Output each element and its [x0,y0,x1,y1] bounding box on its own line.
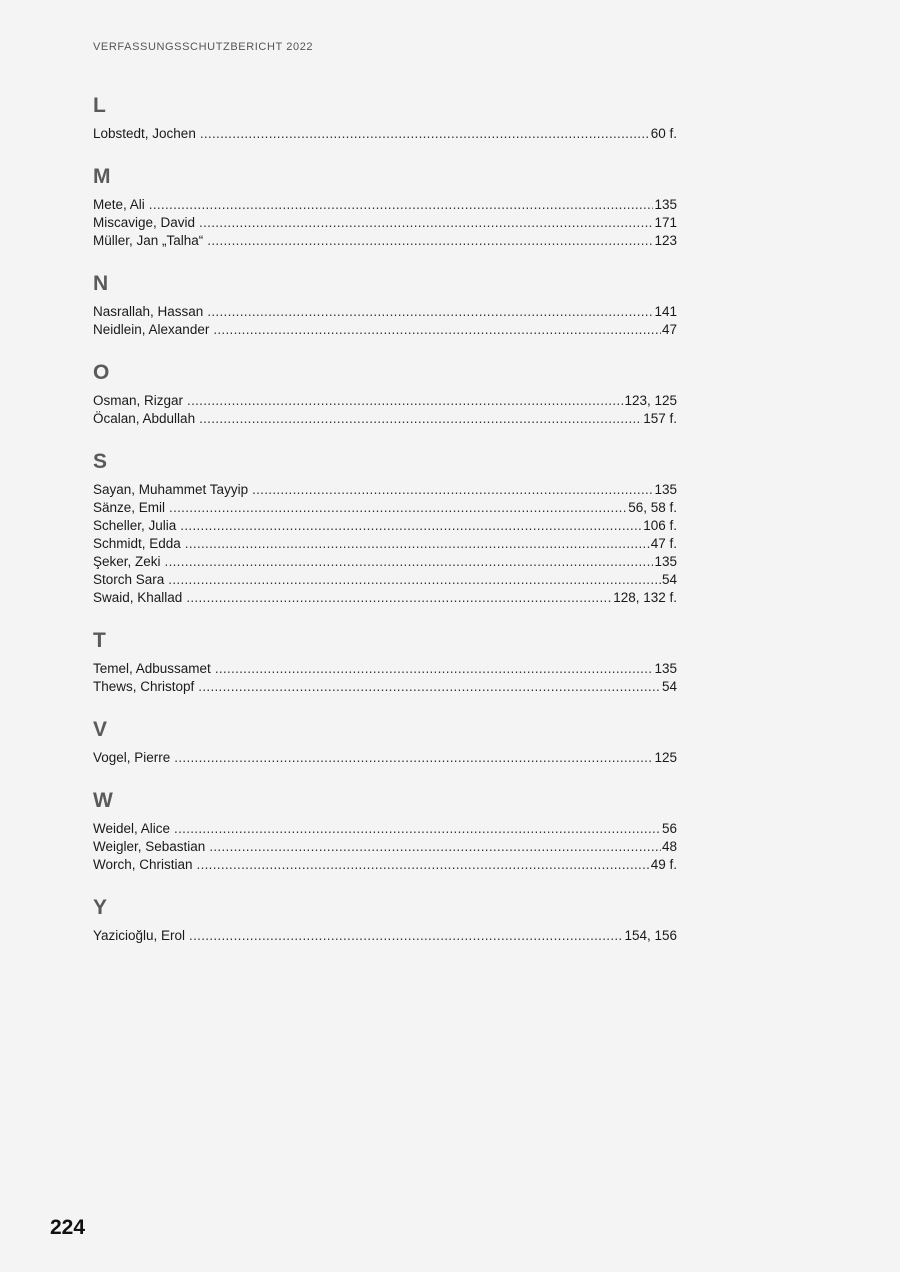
entry-name: Sänze, Emil [93,500,166,515]
entry-name: Şeker, Zeki [93,554,161,569]
section-letter: M [93,165,111,188]
entry-name: Scheller, Julia [93,518,177,533]
entry-pages: 141 [654,304,677,319]
entry-name: Lobstedt, Jochen [93,126,196,141]
entry-pages: 60 f. [650,126,677,141]
dot-leader [187,392,623,410]
index-section-w [93,787,677,874]
entry-pages: 135 [654,197,677,212]
index-entry [93,232,677,250]
dot-leader [189,927,623,945]
index-entry [93,214,677,232]
dot-leader [168,571,661,589]
dot-leader [207,303,653,321]
entry-pages: 123 [654,233,677,248]
index-entry [93,820,677,838]
entry-pages: 135 [654,482,677,497]
dot-leader [180,517,642,535]
entry-pages: 106 f. [643,518,677,533]
index-section-o [93,359,677,428]
index-section-t [93,627,677,696]
index-entry [93,410,677,428]
section-letter: S [93,450,108,473]
index-entry [93,481,677,499]
section-letter: W [93,789,113,812]
entry-pages: 56, 58 f. [628,500,677,515]
index-section-y [93,894,677,945]
dot-leader [207,232,653,250]
dot-leader [198,678,661,696]
index-entry [93,517,677,535]
dot-leader [197,856,650,874]
entry-name: Schmidt, Edda [93,536,181,551]
entry-pages: 171 [654,215,677,230]
entry-pages: 157 f. [643,411,677,426]
entry-name: Müller, Jan „Talha“ [93,233,204,248]
dot-leader [174,749,653,767]
section-letter: O [93,361,110,384]
entry-name: Neidlein, Alexander [93,322,210,337]
entry-name: Weigler, Sebastian [93,839,206,854]
entry-pages: 135 [654,661,677,676]
index-entry [93,321,677,339]
entry-pages: 125 [654,750,677,765]
entry-pages: 47 f. [650,536,677,551]
entry-pages: 135 [654,554,677,569]
section-letter: Y [93,896,108,919]
index-section-v [93,716,677,767]
index-entry [93,927,677,945]
entry-pages: 54 [661,572,677,587]
index-section-m [93,163,677,250]
dot-leader [149,196,654,214]
page-number: 224 [50,1216,86,1239]
entry-name: Vogel, Pierre [93,750,171,765]
entry-name: Nasrallah, Hassan [93,304,204,319]
entry-pages: 154, 156 [624,928,677,943]
entry-name: Weidel, Alice [93,821,171,836]
entry-pages: 128, 132 f. [613,590,677,605]
index-entry [93,571,677,589]
index-entry [93,196,677,214]
index-entry [93,535,677,553]
section-letter: V [93,718,108,741]
entry-pages: 123, 125 [624,393,677,408]
entry-name: Mete, Ali [93,197,145,212]
entry-name: Osman, Rizgar [93,393,184,408]
index-entry [93,303,677,321]
entry-pages: 54 [661,679,677,694]
dot-leader [215,660,654,678]
entry-name: Temel, Adbussamet [93,661,211,676]
entry-name: Thews, Christopf [93,679,195,694]
entry-name: Yazicioğlu, Erol [93,928,186,943]
dot-leader [169,499,627,517]
dot-leader [213,321,661,339]
index-entry [93,856,677,874]
index-entry [93,749,677,767]
index-section-n [93,270,677,339]
index-entry [93,392,677,410]
dot-leader [252,481,653,499]
index-entry [93,125,677,143]
entry-pages: 56 [661,821,677,836]
section-letter: T [93,629,106,652]
dot-leader [199,410,642,428]
dot-leader [209,838,661,856]
index-entry [93,589,677,607]
index-entry [93,838,677,856]
dot-leader [200,125,650,143]
index-entry [93,499,677,517]
entry-pages: 49 f. [650,857,677,872]
dot-leader [186,589,612,607]
entry-name: Öcalan, Abdullah [93,411,196,426]
entry-name: Worch, Christian [93,857,193,872]
dot-leader [165,553,654,571]
entry-name: Sayan, Muhammet Tayyip [93,482,249,497]
dot-leader [199,214,653,232]
dot-leader [174,820,661,838]
entry-name: Storch Sara [93,572,165,587]
entry-pages: 48 [661,839,677,854]
index-entry [93,660,677,678]
section-letter: L [93,94,106,117]
entry-name: Miscavige, David [93,215,196,230]
dot-leader [185,535,650,553]
index-section-l [93,92,677,143]
section-letter: N [93,272,109,295]
index-section-s [93,448,677,607]
entry-pages: 47 [661,322,677,337]
name-index [93,92,677,965]
index-entry [93,553,677,571]
index-entry [93,678,677,696]
running-header: VERFASSUNGSSCHUTZBERICHT 2022 [93,41,314,53]
entry-name: Swaid, Khallad [93,590,183,605]
